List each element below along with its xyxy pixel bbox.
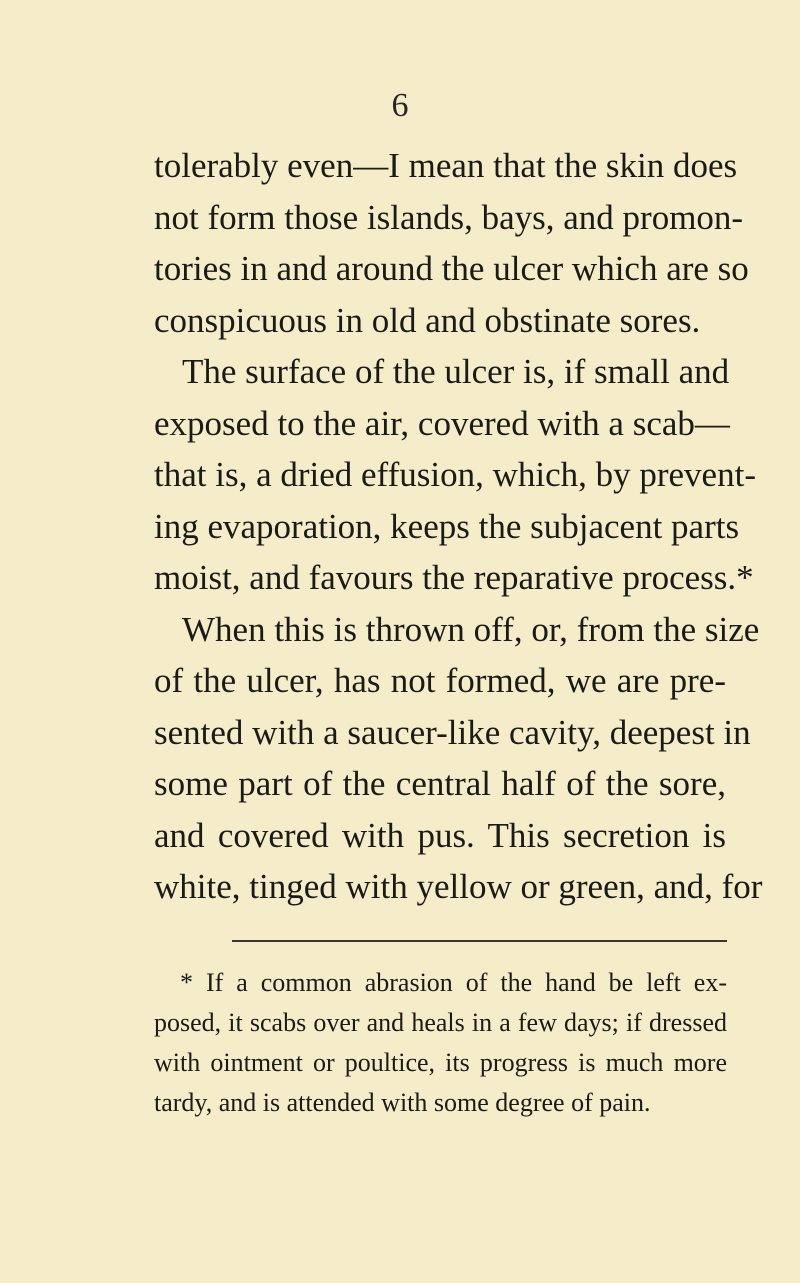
body-line: The surface of the ulcer is, if small and (182, 352, 730, 391)
page-number: 6 (391, 87, 409, 124)
body-line: white, tinged with yellow or green, and, for (154, 867, 763, 906)
body-line: tories in and around the ulcer which are so (154, 249, 749, 288)
body-line: of the ulcer, has not formed, we are pre- (154, 661, 726, 700)
body-line: exposed to the air, covered with a scab— (154, 403, 730, 443)
footnote-line: tardy, and is attended with some degree of pain. (154, 1088, 651, 1117)
body-line: sented with a saucer-like cavity, deepest in (154, 712, 751, 752)
body-text (154, 140, 763, 913)
footnote-line: with ointment or poultice, its progress is much more (154, 1048, 727, 1077)
body-line: that is, a dried effusion, which, by prevent- (154, 455, 756, 494)
body-line: ing evaporation, keeps the subjacent parts (154, 506, 740, 546)
body-line: and covered with pus. This secretion is (154, 815, 726, 855)
body-line: When this is thrown off, or, from the size (182, 609, 760, 649)
body-line: not form those islands, bays, and promon- (154, 197, 744, 237)
footnote-line: posed, it scabs over and heals in a few days; if dressed (154, 1008, 727, 1037)
body-line: tolerably even—I mean that the skin does (154, 146, 738, 185)
body-line: some part of the central half of the sore, (154, 764, 726, 803)
footnote (154, 963, 727, 1123)
footnote-line: * If a common abrasion of the hand be left ex- (180, 968, 727, 997)
footnote-rule (232, 940, 727, 942)
body-line: conspicuous in old and obstinate sores. (154, 300, 701, 340)
body-line: moist, and favours the reparative process.* (154, 558, 754, 597)
